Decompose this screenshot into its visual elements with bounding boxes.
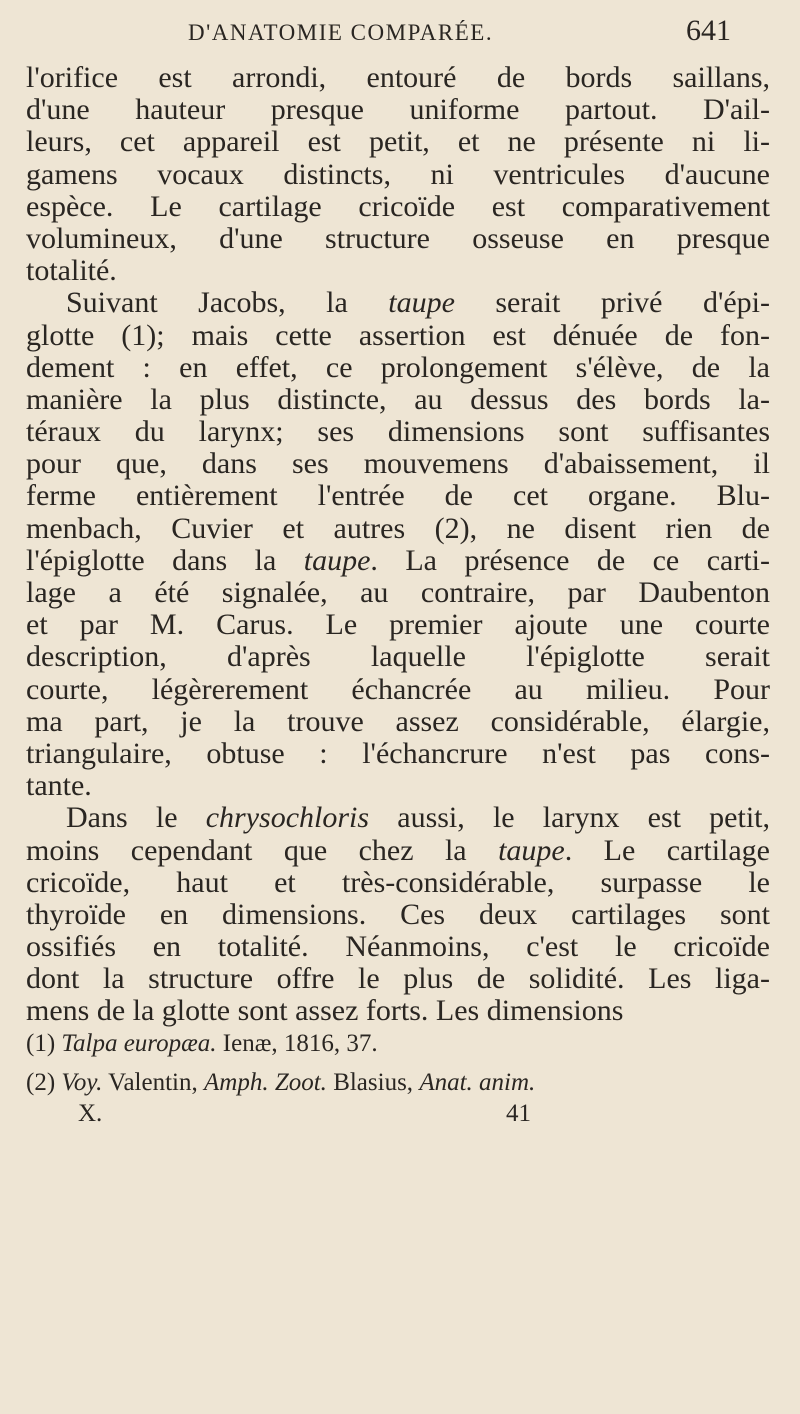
text-line	[26, 480, 770, 512]
text-segment: . Le cartilage	[564, 833, 770, 867]
italic-text: Talpa europæa.	[61, 1030, 217, 1057]
text-line	[26, 641, 770, 673]
text-segment: courte, légèrerement échancrée au milieu. Pour	[26, 672, 770, 706]
italic-text: taupe	[388, 286, 455, 320]
text-segment: ferme entièrement l'entrée de cet organe. Blu-	[26, 479, 770, 513]
footnote	[26, 1024, 770, 1063]
text-segment: aussi, le larynx est petit,	[369, 801, 770, 835]
text-segment: moins cependant que chez la	[26, 833, 499, 867]
text-line	[26, 448, 770, 480]
text-segment: téraux du larynx; ses dimensions sont suffisantes	[26, 415, 770, 449]
signature-mark: X.	[78, 1100, 103, 1127]
text-segment: manière la plus distincte, au dessus des bords la-	[26, 382, 770, 416]
text-line	[26, 320, 770, 352]
text-segment: volumineux, d'une structure osseuse en presque	[26, 221, 770, 255]
text-segment: espèce. Le cartilage cricoïde est comparativement	[26, 189, 770, 223]
text-segment: Valentin,	[102, 1069, 204, 1096]
signature-number: 41	[506, 1100, 531, 1127]
text-line	[26, 867, 770, 899]
text-segment: ma part, je la trouve assez considérable, élargie,	[26, 704, 770, 738]
italic-text: taupe	[303, 543, 371, 577]
italic-text: taupe	[498, 833, 565, 867]
text-line	[26, 191, 770, 223]
text-line	[26, 609, 770, 641]
text-segment: serait privé d'épi-	[454, 286, 770, 320]
text-segment: pour que, dans ses mouvemens d'abaissement, il	[26, 447, 770, 481]
footnote	[26, 1063, 770, 1102]
text-segment: gamens vocaux distincts, ni ventricules d'aucune	[26, 157, 770, 191]
text-line	[26, 62, 770, 94]
text-segment: dement : en effet, ce prolongement s'élève, de la	[26, 350, 770, 384]
text-segment: cricoïde, haut et très-considérable, surpasse le	[26, 865, 770, 899]
running-title: D'ANATOMIE COMPARÉE.	[188, 20, 494, 45]
text-line	[26, 384, 770, 416]
italic-text: Anat. anim.	[419, 1069, 536, 1096]
text-segment: ossifiés en totalité. Néanmoins, c'est le cricoïde	[26, 930, 770, 964]
text-line	[26, 126, 770, 158]
body-text	[26, 62, 770, 1028]
text-segment: thyroïde en dimensions. Ces deux cartilages sont	[26, 897, 770, 931]
text-line	[26, 931, 770, 963]
text-segment: tante.	[26, 769, 92, 803]
text-segment: menbach, Cuvier et autres (2), ne disent rien de	[26, 511, 770, 545]
text-line	[26, 255, 770, 287]
text-segment: totalité.	[26, 254, 117, 288]
text-segment: (1)	[26, 1030, 62, 1057]
text-line	[26, 223, 770, 255]
text-segment: Ienæ, 1816, 37.	[216, 1030, 378, 1057]
text-segment: description, d'après laquelle l'épiglotte serait	[26, 640, 770, 674]
text-line	[26, 770, 770, 802]
text-segment: lage a été signalée, au contraire, par Daubenton	[26, 576, 770, 609]
italic-text: chrysochloris	[205, 801, 370, 835]
text-segment: mens de la glotte sont assez forts. Les dimensions	[26, 994, 624, 1028]
text-line	[26, 899, 770, 931]
text-segment: Blasius,	[326, 1069, 420, 1096]
text-segment: glotte (1); mais cette assertion est dénuée de fon-	[26, 318, 770, 352]
text-segment: et par M. Carus. Le premier ajoute une courte	[26, 608, 770, 642]
text-line	[26, 159, 770, 191]
text-line	[26, 674, 770, 706]
text-line	[26, 706, 770, 738]
text-segment: dont la structure offre le plus de solidité. Les liga-	[26, 962, 770, 996]
text-line	[26, 545, 770, 577]
text-line	[26, 835, 770, 867]
text-segment: (2)	[26, 1069, 62, 1096]
italic-text: Voy.	[61, 1069, 103, 1096]
text-line	[26, 287, 770, 319]
text-segment: . La présence de ce carti-	[370, 543, 770, 577]
text-segment: d'une hauteur presque uniforme partout. D'ail-	[26, 93, 770, 127]
footnotes	[26, 1024, 770, 1102]
text-segment: l'orifice est arrondi, entouré de bords saillans,	[26, 61, 770, 94]
text-segment: triangulaire, obtuse : l'échancrure n'est pas cons-	[26, 736, 770, 770]
text-line	[26, 963, 770, 995]
page-number: 641	[686, 14, 731, 47]
italic-text: Amph. Zoot.	[204, 1069, 327, 1096]
text-line	[26, 802, 770, 834]
text-line	[26, 94, 770, 126]
text-line	[26, 416, 770, 448]
text-segment: Suivant Jacobs, la	[66, 286, 389, 320]
text-segment: Dans le	[66, 801, 206, 835]
text-line	[26, 352, 770, 384]
page-header	[0, 14, 800, 50]
text-line	[26, 995, 770, 1027]
text-line	[26, 738, 770, 770]
text-line	[26, 577, 770, 609]
text-segment: l'épiglotte dans la	[26, 543, 304, 577]
text-segment: leurs, cet appareil est petit, et ne présente ni li-	[26, 125, 770, 159]
text-line	[26, 513, 770, 545]
